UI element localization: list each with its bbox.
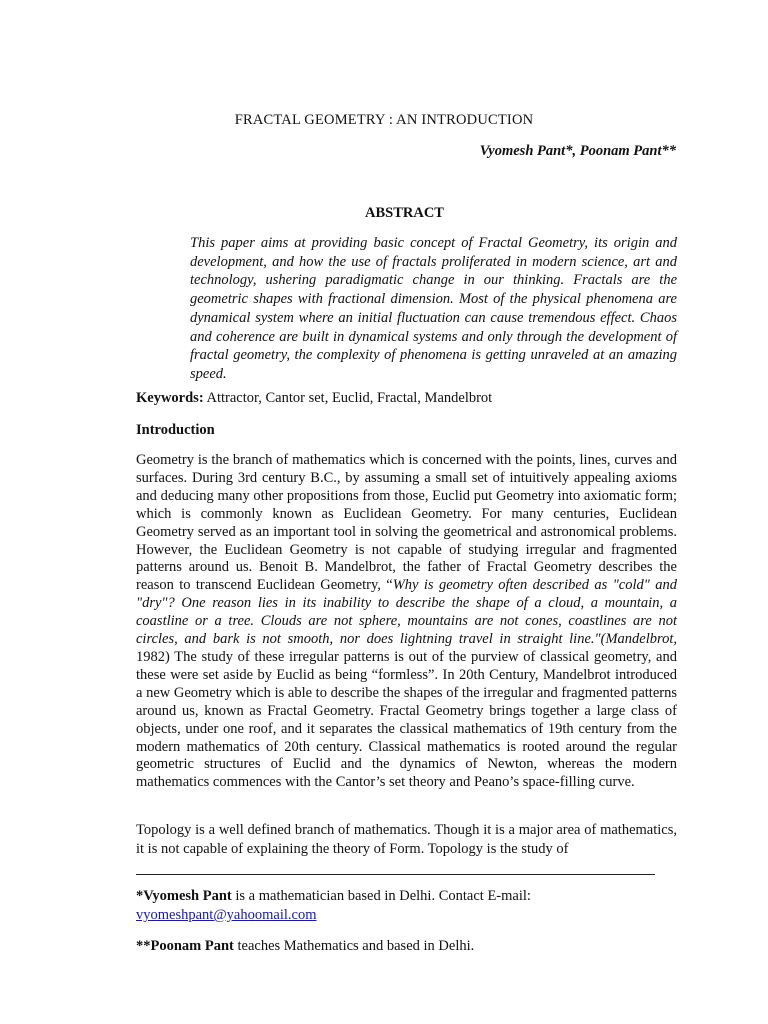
keywords-label: Keywords: (136, 390, 204, 406)
footnote-1-name: *Vyomesh Pant (136, 888, 232, 904)
author-line: Vyomesh Pant*, Poonam Pant** (479, 143, 676, 159)
footnote-2-name: **Poonam Pant (136, 938, 234, 954)
author-email-link[interactable]: vyomeshpant@yahoomail.com (136, 907, 317, 923)
introduction-paragraph-1 (136, 452, 677, 792)
introduction-heading: Introduction (136, 422, 215, 438)
mandelbrot-quote: Why is geometry often described as "cold" and "dry"? One reason lies in its inability to describe the shape of a cloud, a mountain, a coastline or a tree. Clouds are not sphere, mountains are not cones, coastlines are not circles, and bark is not smooth, nor does lightning travel in straight line."(Mandelbrot, (136, 577, 677, 648)
abstract-text: This paper aims at providing basic concept of Fractal Geometry, its origin and development, and how the use of fractals proliferated in modern science, art and technology, ushering paradigmatic change in our thinking. Fractals are the geometric shapes with fractional dimension. Most of the physical phenomena are dynamical system where an initial fluctuation can cause tremendous effect. Chaos and coherence are built in dynamical systems and only through the development of fractal geometry, the complexity of phenomena is getting unraveled at an amazing speed. (190, 235, 677, 382)
footnote-divider (136, 874, 655, 875)
introduction-paragraph-2: Topology is a well defined branch of mathematics. Though it is a major area of mathematics, it is not capable of explaining the theory of Form. Topology is the study of (136, 822, 677, 857)
abstract-heading: ABSTRACT (365, 205, 444, 221)
footnote-2-text: teaches Mathematics and based in Delhi. (233, 938, 475, 954)
p1-text-start: Geometry is the branch of mathematics which is concerned with the points, lines, curves and surfaces. During 3rd century B.C., by assuming a small set of intuitively appealing axioms and deducing many other propositions from those, Euclid put Geometry into axiomatic form; which is commonly known as Euclidean Geometry. For many centuries, Euclidean Geometry served as an important tool in solving the geometrical and astronomical problems. However, the Euclidean Geometry is not capable of studying irregular and fragmented patterns around us. Benoit B. Mandelbrot, the father of Fractal Geometry describes the reason to transcend Euclidean Geometry, “ (136, 452, 677, 594)
footnote-1-text: is a mathematician based in Delhi. Contact E-mail: (231, 888, 531, 904)
p1-text-end: 1982) The study of these irregular patterns is out of the purview of classical geometry, and these were set aside by Euclid as being “formless”. In 20th Century, Mandelbrot introduced a new Geometry which is able to describe the shapes of the irregular and fragmented patterns around us, known as Fractal Geometry. Fractal Geometry brings together a large class of objects, under one roof, and it separates the classical mathematics of 19th century from the modern mathematics of 20th century. Classical mathematics is rooted around the regular geometric structures of Euclid and the dynamics of Newton, whereas the modern mathematics commences with the Cantor’s set theory and Peano’s space-filling curve. (136, 648, 677, 791)
keywords-line (136, 390, 677, 407)
paper-title: FRACTAL GEOMETRY : AN INTRODUCTION (234, 112, 534, 128)
keywords-list: Attractor, Cantor set, Euclid, Fractal, Mandelbrot (203, 390, 493, 406)
footnote-author-2 (136, 938, 677, 955)
footnote-author-1 (136, 887, 677, 925)
